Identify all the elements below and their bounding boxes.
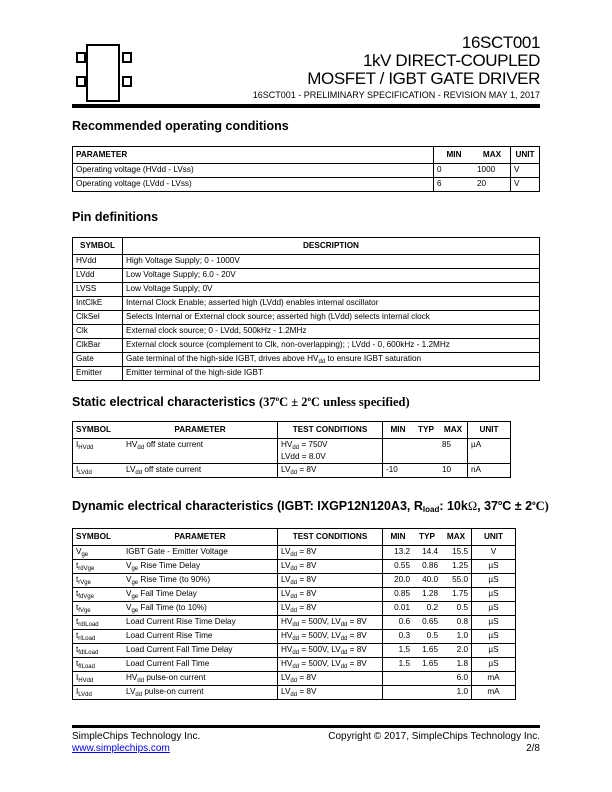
cell-parameter: Load Current Fall Time [123, 658, 278, 672]
cell-min [383, 439, 414, 464]
cell-symbol: Clk [73, 325, 123, 339]
cell-unit: nA [468, 464, 511, 478]
recommended-table [72, 146, 540, 192]
cell-typ [413, 464, 439, 478]
cell-max: 2.0 [441, 644, 472, 658]
cell-symbol: $t_{fILoad}$ [73, 658, 124, 672]
cell-parameter: Load Current Fall Time Delay [123, 644, 278, 658]
cell-min: 0.3 [383, 630, 414, 644]
cell-max: 15.5 [441, 546, 472, 560]
cell-max: 1.0 [441, 630, 472, 644]
cell-test-conditions: $LV_{dd} = 8V$ [278, 560, 383, 574]
header-unit: UNIT [472, 529, 516, 546]
cell-max: 0.8 [441, 616, 472, 630]
header-unit: UNIT [511, 147, 540, 164]
cell-typ: 0.86 [413, 560, 441, 574]
table-row [73, 672, 516, 686]
header-min: MIN [383, 422, 414, 439]
cell-min: 13.2 [383, 546, 414, 560]
cell-unit: µS [472, 574, 516, 588]
table-row [73, 255, 540, 269]
table-row [73, 367, 540, 381]
cell-symbol: Emitter [73, 367, 123, 381]
cell-typ: 1.65 [413, 644, 441, 658]
header-max: MAX [441, 529, 472, 546]
cell-min: 0 [434, 164, 475, 178]
cell-parameter: $V_{ge}$ Rise Time (to 90%) [123, 574, 278, 588]
section-title-static: Static electrical characteristics ($37^oC \pm 2^oC$ unless specified) [72, 394, 410, 409]
header-description: DESCRIPTION [123, 238, 540, 255]
header-typ: TYP [413, 529, 441, 546]
cell-description: Internal Clock Enable; asserted high (LVdd) enables internal oscillator [123, 297, 540, 311]
cell-max: 55.0 [441, 574, 472, 588]
cell-unit: µS [472, 644, 516, 658]
spec-subtitle: 16SCT001 - PRELIMINARY SPECIFICATION - REVISION MAY 1, 2017 [252, 90, 540, 100]
cell-test-conditions: $LV_{dd} = 8V$ [278, 686, 383, 700]
cell-unit: µS [472, 630, 516, 644]
table-row [73, 560, 516, 574]
cell-parameter: $V_{ge}$ Fall Time Delay [123, 588, 278, 602]
cell-unit: µA [468, 439, 511, 464]
cell-unit: µS [472, 616, 516, 630]
cell-typ [413, 672, 441, 686]
table-row [73, 297, 540, 311]
cell-unit: mA [472, 672, 516, 686]
cell-symbol: $t_{rdILoad}$ [73, 616, 124, 630]
ic-package-icon [72, 44, 136, 104]
cell-unit: V [511, 164, 540, 178]
table-row [73, 311, 540, 325]
cell-parameter: Load Current Rise Time Delay [123, 616, 278, 630]
table-row [73, 325, 540, 339]
cell-description: External clock source; 0 - LVdd, 500kHz - 1.2MHz [123, 325, 540, 339]
cell-max: 1.75 [441, 588, 472, 602]
cell-typ: 0.65 [413, 616, 441, 630]
cell-symbol: $t_{fdVge}$ [73, 588, 124, 602]
cell-min: 0.6 [383, 616, 414, 630]
header-max: MAX [474, 147, 511, 164]
cell-typ: 14.4 [413, 546, 441, 560]
table-row [73, 546, 516, 560]
cell-unit: µS [472, 658, 516, 672]
footer-divider [72, 725, 540, 728]
section-title-pins: Pin definitions [72, 210, 159, 224]
cell-unit: V [511, 178, 540, 192]
cell-parameter: Operating voltage (HVdd - LVss) [73, 164, 434, 178]
cell-test-conditions: $HV_{dd} = 500V$, $LV_{dd} = 8V$ [278, 616, 383, 630]
cell-symbol: $I_{HVdd}$ [73, 672, 124, 686]
header-min: MIN [434, 147, 475, 164]
table-row [73, 616, 516, 630]
header-divider [72, 104, 540, 108]
cell-min: 1.5 [383, 644, 414, 658]
cell-symbol: $I_{HVdd}$ [73, 439, 124, 464]
header-parameter: PARAMETER [73, 147, 434, 164]
header-typ: TYP [413, 422, 439, 439]
cell-parameter: $LV_{dd}$ pulse-on current [123, 686, 278, 700]
header-parameter: PARAMETER [123, 529, 278, 546]
header-unit: UNIT [468, 422, 511, 439]
cell-max: 1.0 [441, 686, 472, 700]
cell-typ: 0.2 [413, 602, 441, 616]
cell-min: 6 [434, 178, 475, 192]
cell-max: 10 [439, 464, 468, 478]
table-row [73, 178, 540, 192]
cell-symbol: $V_{ge}$ [73, 546, 124, 560]
cell-typ [413, 686, 441, 700]
header-symbol: SYMBOL [73, 238, 123, 255]
cell-typ [413, 439, 439, 464]
table-row [73, 574, 516, 588]
cell-test-conditions: $HV_{dd} = 500V$, $LV_{dd} = 8V$ [278, 630, 383, 644]
cell-min: 1.5 [383, 658, 414, 672]
cell-parameter: $HV_{dd}$ pulse-on current [123, 672, 278, 686]
cell-symbol: $I_{LVdd}$ [73, 464, 124, 478]
cell-parameter: Load Current Rise Time [123, 630, 278, 644]
cell-symbol: LVSS [73, 283, 123, 297]
cell-test-conditions: $HV_{dd} = 750V$ LVdd = 8.0V [278, 439, 383, 464]
footer-right [328, 731, 540, 755]
table-row [73, 686, 516, 700]
table-row [73, 464, 511, 478]
cell-min: 0.01 [383, 602, 414, 616]
cell-min: 20.0 [383, 574, 414, 588]
table-row [73, 658, 516, 672]
cell-symbol: $t_{rILoad}$ [73, 630, 124, 644]
table-row [73, 353, 540, 367]
cell-unit: µS [472, 602, 516, 616]
cell-unit: µS [472, 588, 516, 602]
cell-max: 1.25 [441, 560, 472, 574]
cell-symbol: ClkSel [73, 311, 123, 325]
cell-symbol: $t_{fVge}$ [73, 602, 124, 616]
cell-symbol: IntClkE [73, 297, 123, 311]
cell-unit: V [472, 546, 516, 560]
footer-left [72, 731, 200, 755]
document-header [253, 34, 540, 101]
cell-min: 0.55 [383, 560, 414, 574]
table-row [73, 164, 540, 178]
cell-min: -10 [383, 464, 414, 478]
cell-test-conditions: $LV_{dd} = 8V$ [278, 464, 383, 478]
cell-parameter: Operating voltage (LVdd - LVss) [73, 178, 434, 192]
cell-max: 1000 [474, 164, 511, 178]
copyright: Copyright © 2017, SimpleChips Technology Inc. [328, 731, 540, 742]
cell-test-conditions: $HV_{dd} = 500V$, $LV_{dd} = 8V$ [278, 658, 383, 672]
cell-symbol: $I_{LVdd}$ [73, 686, 124, 700]
table-row [73, 602, 516, 616]
cell-typ: 1.28 [413, 588, 441, 602]
header-symbol: SYMBOL [73, 529, 124, 546]
cell-test-conditions: $LV_{dd} = 8V$ [278, 672, 383, 686]
table-row [73, 269, 540, 283]
cell-description: External clock source (complement to Clk, non-overlapping); ; LVdd - 0, 600kHz - 1.2MHz [123, 339, 540, 353]
cell-symbol: LVdd [73, 269, 123, 283]
cell-symbol: Gate [73, 353, 123, 367]
company-name: SimpleChips Technology Inc. [72, 731, 201, 742]
cell-max: 6.0 [441, 672, 472, 686]
cell-description: Selects Internal or External clock source; asserted high (LVdd) selects internal clock [123, 311, 540, 325]
cell-symbol: ClkBar [73, 339, 123, 353]
table-row [73, 439, 511, 464]
cell-test-conditions: $LV_{dd} = 8V$ [278, 546, 383, 560]
cell-description: Gate terminal of the high-side IGBT, drives above $HV_{dd}$ to ensure IGBT saturation [123, 353, 540, 367]
cell-max: 85 [439, 439, 468, 464]
cell-description: High Voltage Supply; 0 - 1000V [123, 255, 540, 269]
dynamic-table [72, 528, 516, 700]
pins-table [72, 237, 540, 381]
table-row [73, 339, 540, 353]
cell-test-conditions: $LV_{dd} = 8V$ [278, 574, 383, 588]
cell-description: Low Voltage Supply; 0V [123, 283, 540, 297]
section-title-recommended: Recommended operating conditions [72, 119, 289, 133]
header-test-conditions: TEST CONDITIONS [278, 529, 383, 546]
cell-max: 20 [474, 178, 511, 192]
header-max: MAX [439, 422, 468, 439]
table-row [73, 644, 516, 658]
cell-max: 1.8 [441, 658, 472, 672]
title-line-1: 1kV DIRECT-COUPLED [362, 51, 540, 70]
header-test-conditions: TEST CONDITIONS [278, 422, 383, 439]
cell-parameter: $HV_{dd}$ off state current [123, 439, 278, 464]
cell-typ: 1.65 [413, 658, 441, 672]
cell-min [383, 672, 414, 686]
cell-unit: µS [472, 560, 516, 574]
cell-typ: 40.0 [413, 574, 441, 588]
title-line-2: MOSFET / IGBT GATE DRIVER [307, 69, 540, 88]
cell-test-conditions: $LV_{dd} = 8V$ [278, 602, 383, 616]
cell-symbol: $t_{rVge}$ [73, 574, 124, 588]
cell-parameter: $V_{ge}$ Rise Time Delay [123, 560, 278, 574]
table-row [73, 630, 516, 644]
part-number: 16SCT001 [461, 33, 540, 52]
table-row [73, 588, 516, 602]
header-parameter: PARAMETER [123, 422, 278, 439]
cell-parameter: $V_{ge}$ Fall Time (to 10%) [123, 602, 278, 616]
table-row [73, 283, 540, 297]
cell-min [383, 686, 414, 700]
cell-description: Low Voltage Supply; 6.0 - 20V [123, 269, 540, 283]
cell-description: Emitter terminal of the high-side IGBT [123, 367, 540, 381]
cell-parameter: IGBT Gate - Emitter Voltage [123, 546, 278, 560]
cell-unit: mA [472, 686, 516, 700]
cell-test-conditions: $LV_{dd} = 8V$ [278, 588, 383, 602]
cell-min: 0.85 [383, 588, 414, 602]
cell-max: 0.5 [441, 602, 472, 616]
website-link[interactable]: www.simplechips.com [72, 743, 170, 754]
cell-typ: 0.5 [413, 630, 441, 644]
cell-parameter: $LV_{dd}$ off state current [123, 464, 278, 478]
cell-symbol: $t_{fdILoad}$ [73, 644, 124, 658]
header-min: MIN [383, 529, 414, 546]
cell-symbol: $t_{rdVge}$ [73, 560, 124, 574]
page-number: 2/8 [526, 743, 540, 754]
header-symbol: SYMBOL [73, 422, 124, 439]
section-title-dynamic: Dynamic electrical characteristics (IGBT: IXGP12N120A3, $R_{load}$: 10kΩ, $37^oC \pm 2^oC$) [72, 498, 549, 514]
static-table [72, 421, 511, 478]
cell-test-conditions: $HV_{dd} = 500V$, $LV_{dd} = 8V$ [278, 644, 383, 658]
cell-symbol: HVdd [73, 255, 123, 269]
